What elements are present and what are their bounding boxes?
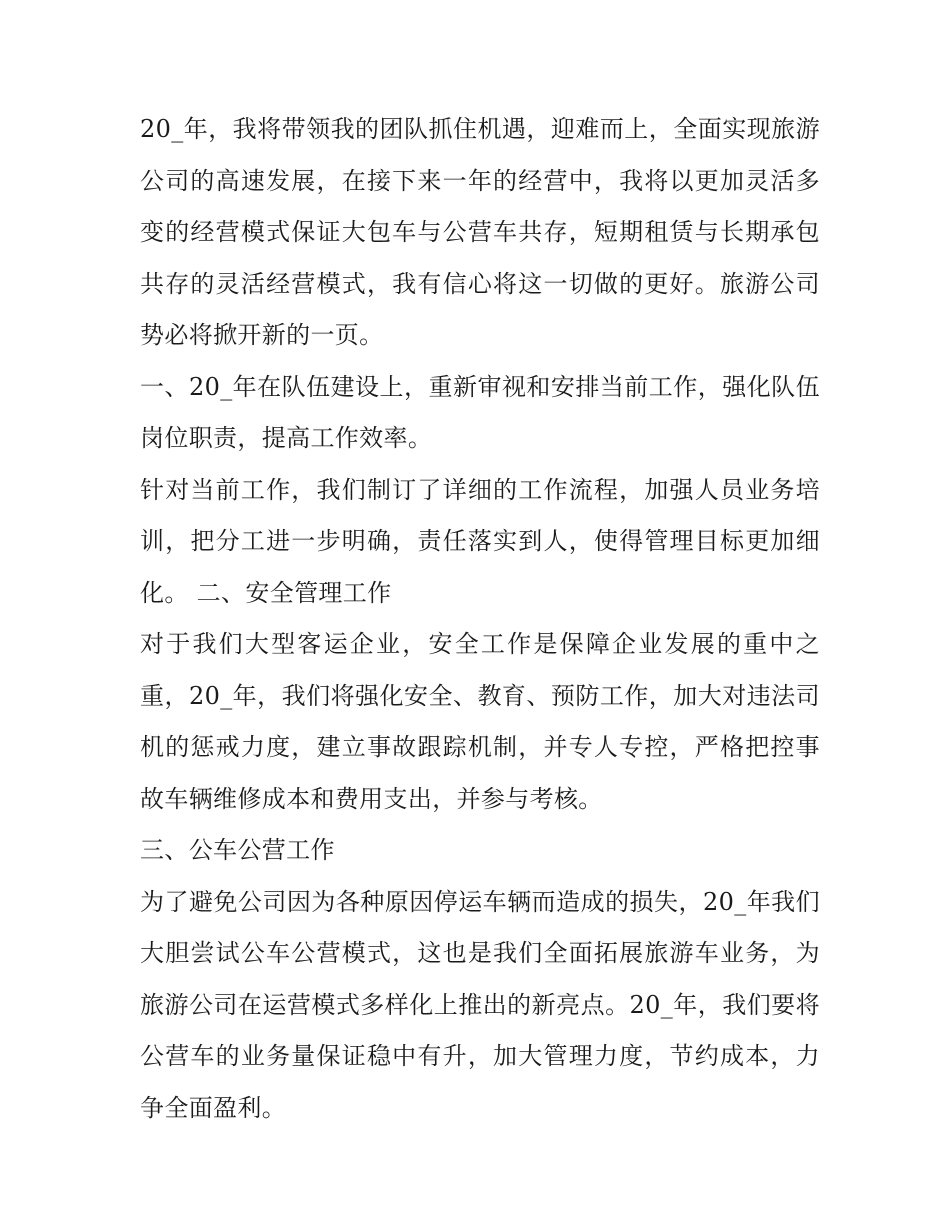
paragraph-public-vehicles: 为了避免公司因为各种原因停运车辆而造成的损失，20_年我们大胆尝试公车公营模式，这也是我们全面拓展旅游车业务，为旅游公司在运营模式多样化上推出的新亮点。20_年，我们要将公营车的业务量保证稳中有升，加大管理力度，节约成本，力争全面盈利。 [140,887,820,1122]
section-heading-public-vehicles: 三、公车公营工作 [140,836,335,864]
section-heading-team: 一、20_年在队伍建设上，重新审视和安排当前工作，强化队伍岗位职责，提高工作效率。 [140,372,820,452]
paragraph-intro: 20_年，我将带领我的团队抓住机遇，迎难而上，全面实现旅游公司的高速发展，在接下来一年的经营中，我将以更加灵活多变的经营模式保证大包车与公营车共存，短期租赁与长期承包共存的灵活经营模式，我有信心将这一切做的更好。旅游公司势必将掀开新的一页。 [140,115,820,349]
paragraph-safety: 对于我们大型客运企业，安全工作是保障企业发展的重中之重，20_年，我们将强化安全、教育、预防工作，加大对违法司机的惩戒力度，建立事故跟踪机制，并专人专控，严格把控事故车辆维修成本和费用支出，并参与考核。 [140,630,820,813]
paragraph-workflow: 针对当前工作，我们制订了详细的工作流程，加强人员业务培训，把分工进一步明确，责任落实到人，使得管理目标更加细化。 二、安全管理工作 [140,475,820,607]
document-body [140,104,820,1134]
